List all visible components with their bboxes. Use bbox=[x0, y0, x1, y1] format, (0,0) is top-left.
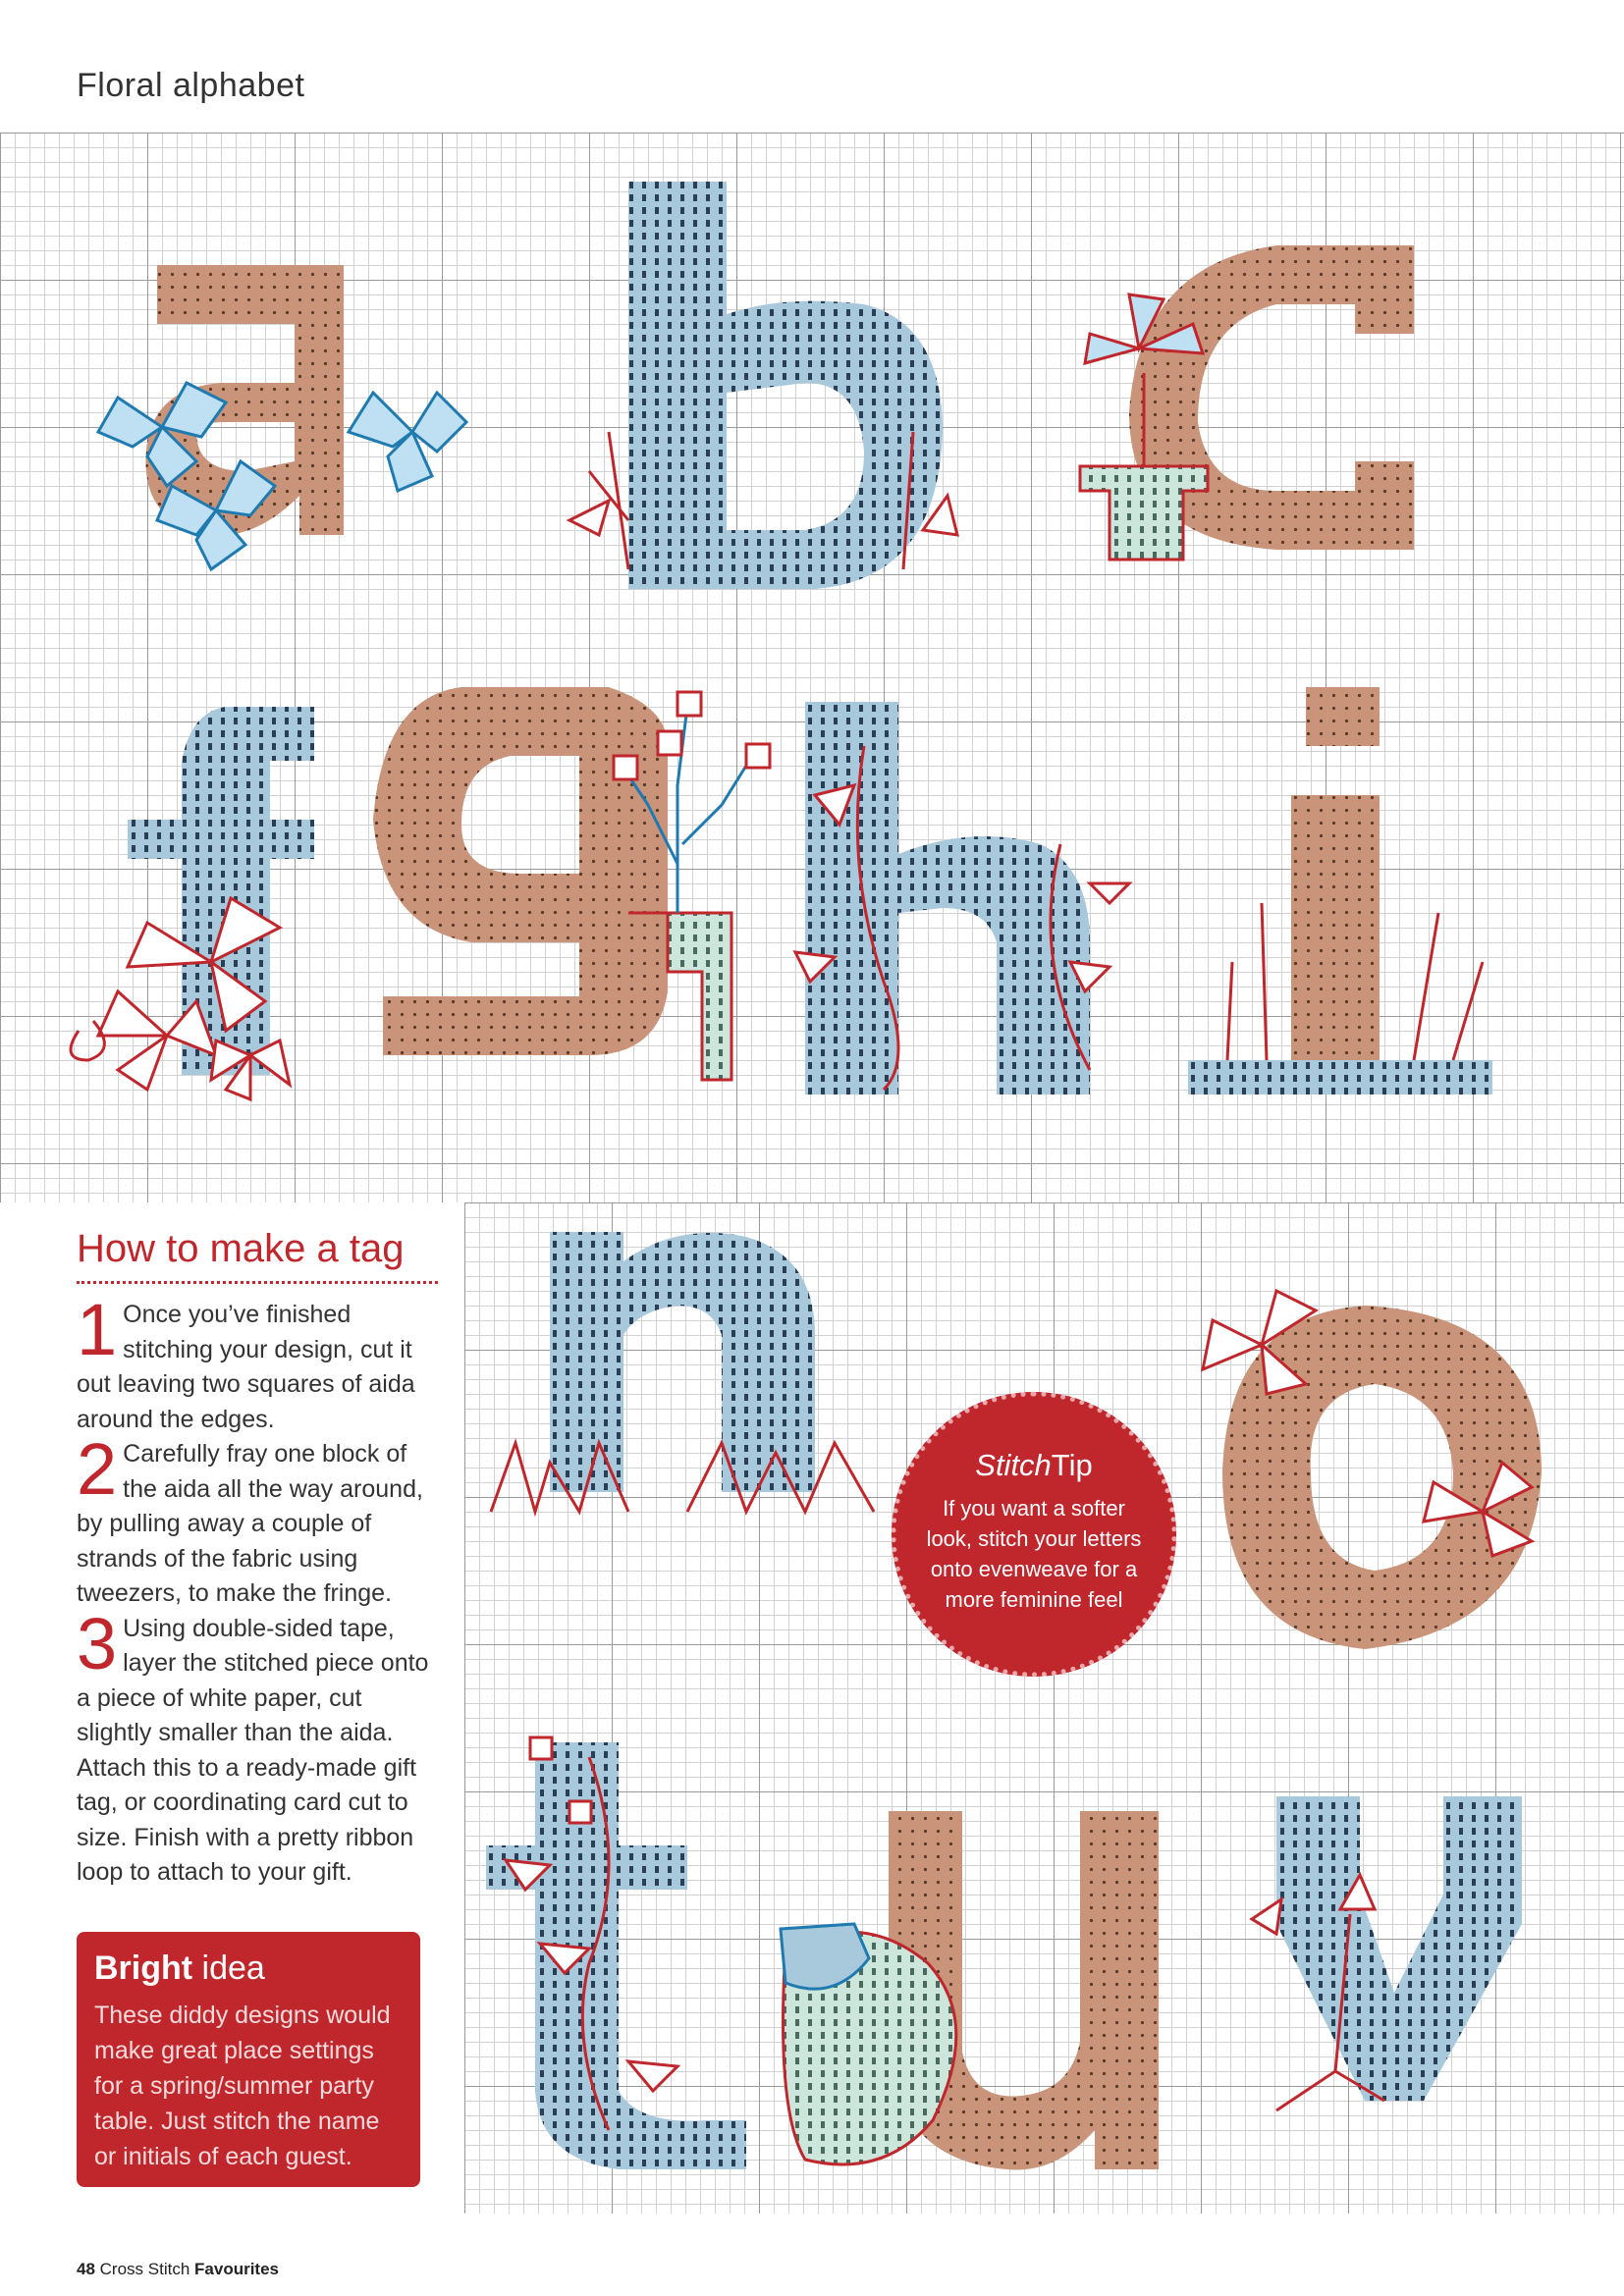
step-3 bbox=[77, 1602, 442, 1891]
step-1 bbox=[77, 1289, 442, 1437]
magazine-name: Cross Stitch bbox=[99, 2260, 190, 2278]
stitch-tip-title: StitchTip bbox=[975, 1448, 1093, 1482]
bright-idea-title: Bright idea bbox=[94, 1949, 265, 1987]
step-text: Using double-sided tape, layer the stitched piece onto a piece of white paper, cut slightly smaller than the aida. Attach this to a ready-made gift tag, or coordinating card cut to size. Finish with a pretty ribbon loop to attach to your gift. bbox=[77, 1614, 429, 1886]
divider bbox=[77, 1281, 438, 1284]
letter-i bbox=[1188, 687, 1492, 1095]
letter-h bbox=[795, 702, 1129, 1095]
letter-c bbox=[1080, 245, 1414, 560]
stitch-tip-badge bbox=[892, 1392, 1176, 1677]
letter-u bbox=[781, 1811, 1159, 2170]
page-title: Floral alphabet bbox=[77, 67, 305, 104]
how-to-title: How to make a tag bbox=[77, 1227, 405, 1270]
step-number: 1 bbox=[77, 1289, 118, 1370]
step-number: 2 bbox=[77, 1428, 118, 1510]
bright-idea-body: These diddy designs would make great place settings for a spring/summer party table. Just stitch the name or initials of each guest. bbox=[94, 2002, 391, 2170]
step-text: Once you’ve finished stitching your design, cut it out leaving two squares of aida around the edges. bbox=[77, 1301, 415, 1433]
page-number: 48 bbox=[77, 2260, 95, 2278]
letter-a bbox=[98, 265, 466, 569]
step-2 bbox=[77, 1428, 442, 1612]
letter-v bbox=[1252, 1796, 1522, 2110]
page-footer bbox=[77, 2260, 279, 2279]
letter-b bbox=[569, 182, 957, 589]
letter-n bbox=[491, 1232, 874, 1512]
letter-f bbox=[71, 707, 314, 1099]
stitch-tip-body: If you want a softer look, stitch your letters onto evenweave for a more feminine feel bbox=[926, 1496, 1142, 1612]
step-number: 3 bbox=[77, 1602, 118, 1684]
letter-g bbox=[373, 687, 770, 1080]
step-text: Carefully fray one block of the aida all the way around, by pulling away a couple of strands of the fabric using tweezers, to make the fringe. bbox=[77, 1440, 423, 1607]
steps-list bbox=[77, 1289, 442, 1891]
letter-o bbox=[1203, 1291, 1542, 1649]
bright-idea-box bbox=[77, 1932, 420, 2187]
magazine-name-bold: Favourites bbox=[194, 2260, 280, 2278]
letter-t bbox=[486, 1737, 746, 2169]
